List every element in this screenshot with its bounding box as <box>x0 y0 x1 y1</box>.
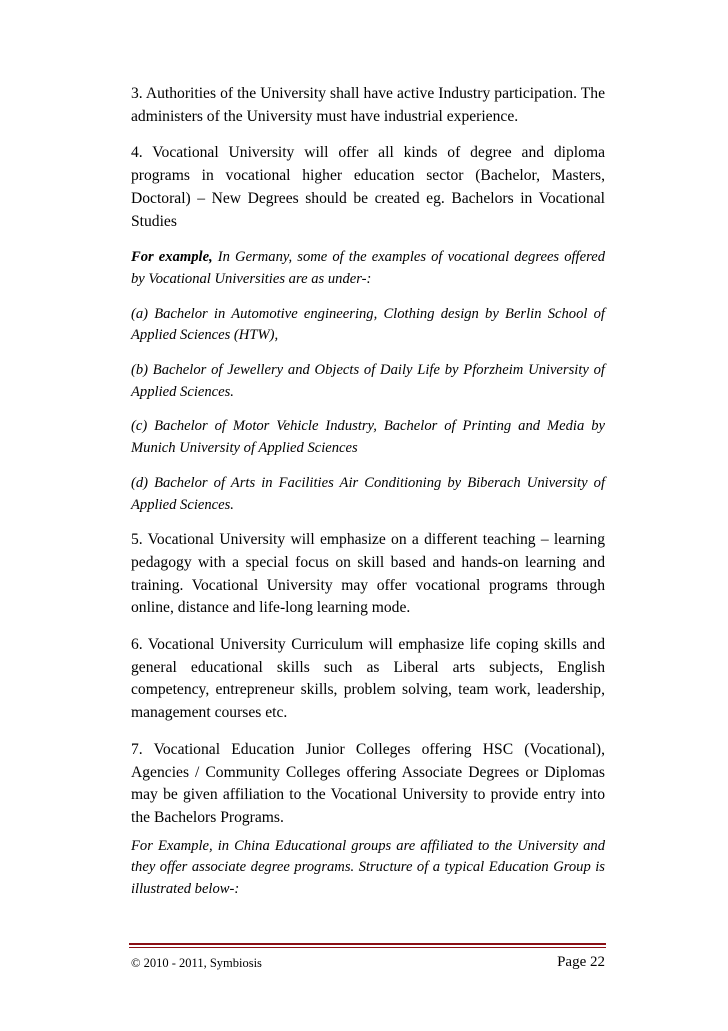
example-b: (b) Bachelor of Jewellery and Objects of Daily Life by Pforzheim University of Applied Sciences. <box>131 362 605 400</box>
footer-copyright: © 2010 - 2011, Symbiosis <box>131 956 262 970</box>
example-c: (c) Bachelor of Motor Vehicle Industry, Bachelor of Printing and Media by Munich University of Applied Sciences <box>131 418 605 457</box>
footer-rule-thin <box>129 947 606 948</box>
point-5: 5. Vocational University will emphasize on a different teaching – learning pedagogy with a special focus on skill based and hands-on learning and training. Vocational University may offer vocational programs through online, distance and life-long learning mode. <box>131 531 605 617</box>
example-d: (d) Bachelor of Arts in Facilities Air Conditioning by Biberach University of Applied Sciences. <box>131 474 605 513</box>
point-3: 3. Authorities of the University shall have active Industry participation. The administers of the University must have industrial experience. <box>131 85 605 125</box>
footer-rule <box>129 943 606 945</box>
document-body <box>131 83 605 901</box>
point-7: 7. Vocational Education Junior Colleges offering HSC (Vocational), Agencies / Community Colleges offering Associate Degrees or Diplomas may be given affiliation to the Vocational University to provide entry into the Bachelors Programs. <box>131 740 605 826</box>
page-number: Page 22 <box>557 954 605 970</box>
example-intro-text: In Germany, some of the examples of vocational degrees offered by Vocational Universities are as under-: <box>131 249 605 287</box>
china-example: For Example, in China Educational groups are affiliated to the University and they offer associate degree programs. Structure of a typical Education Group is illustrated below-: <box>131 837 605 898</box>
point-6: 6. Vocational University Curriculum will emphasize life coping skills and general educational skills such as Liberal arts subjects, English competency, entrepreneur skills, problem solving, team work, leadership, management courses etc. <box>131 636 605 722</box>
example-a: (a) Bachelor in Automotive engineering, Clothing design by Berlin School of Applied Sciences (HTW), <box>131 305 605 344</box>
example-intro <box>131 247 605 290</box>
example-intro-label: For example, <box>131 249 213 266</box>
point-4: 4. Vocational University will offer all kinds of degree and diploma programs in vocational higher education sector (Bachelor, Masters, Doctoral) – New Degrees should be created eg. Bachelors in Vocational Studies <box>131 144 605 230</box>
